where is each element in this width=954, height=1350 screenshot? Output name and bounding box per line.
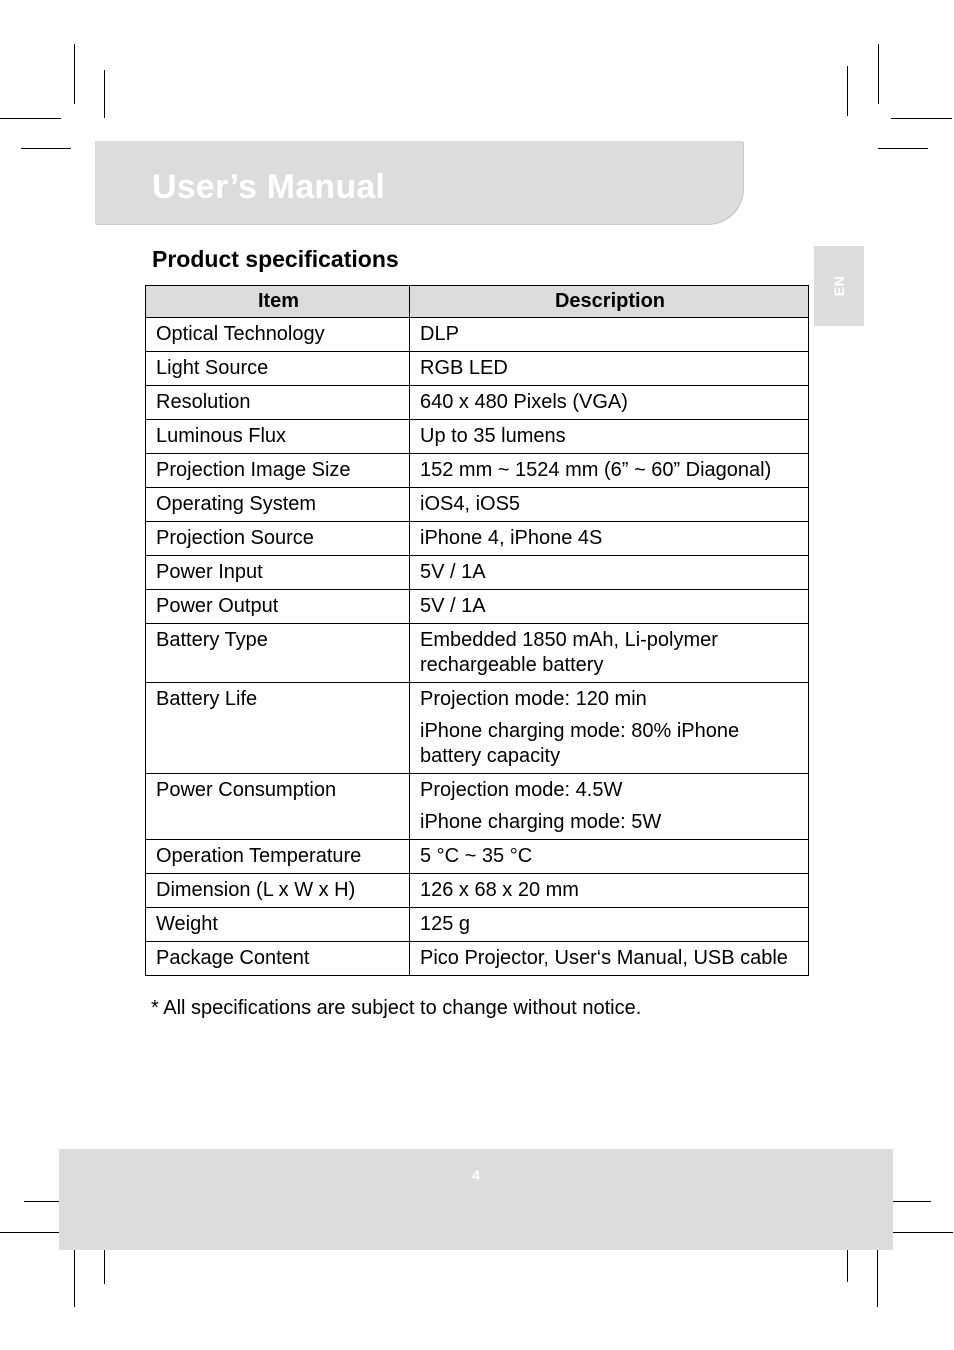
description-text: 5 °C ~ 35 °C (420, 845, 533, 867)
item-cell: Projection Image Size (146, 454, 410, 488)
header-band (95, 141, 743, 224)
table-row (146, 590, 809, 624)
item-cell: Power Output (146, 590, 410, 624)
crop-mark (0, 118, 61, 119)
description-cell (410, 590, 809, 624)
manual-title: User’s Manual (152, 168, 386, 206)
crop-mark (104, 70, 105, 118)
table-row (146, 454, 809, 488)
description-text: 640 x 480 Pixels (VGA) (420, 391, 628, 413)
table-row (146, 874, 809, 908)
description-text: iPhone charging mode: 80% iPhone battery capacity (420, 720, 740, 767)
description-cell (410, 454, 809, 488)
description-text: Pico Projector, User‘s Manual, USB cable (420, 947, 788, 969)
description-text: Embedded 1850 mAh, Li-polymer rechargeable battery (420, 629, 718, 676)
table-row (146, 318, 809, 352)
description-text: 5V / 1A (420, 561, 486, 583)
crop-mark (877, 1247, 878, 1307)
description-cell (410, 318, 809, 352)
crop-mark (0, 1232, 60, 1233)
description-cell (410, 420, 809, 454)
description-text: 125 g (420, 913, 471, 935)
table-row (146, 840, 809, 874)
table-row (146, 522, 809, 556)
language-label: EN (831, 275, 847, 297)
table-row (146, 556, 809, 590)
item-cell: Dimension (L x W x H) (146, 874, 410, 908)
section-title: Product specifications (152, 246, 399, 272)
item-cell: Projection Source (146, 522, 410, 556)
description-text: iPhone charging mode: 5W (420, 811, 662, 833)
crop-mark (878, 148, 928, 149)
crop-mark (893, 1232, 953, 1233)
crop-mark (891, 118, 952, 119)
table-row (146, 352, 809, 386)
description-cell (410, 386, 809, 420)
language-tab (814, 246, 864, 326)
specifications-table (145, 285, 809, 976)
table-row (146, 624, 809, 683)
item-cell: Battery Type (146, 624, 410, 683)
description-cell (410, 352, 809, 386)
description-cell (410, 624, 809, 683)
item-cell: Power Input (146, 556, 410, 590)
item-cell: Resolution (146, 386, 410, 420)
item-cell: Package Content (146, 942, 410, 976)
table-row (146, 942, 809, 976)
description-text: DLP (420, 323, 459, 345)
description-cell (410, 683, 809, 774)
column-header-description: Description (410, 286, 809, 318)
table-row (146, 774, 809, 840)
description-cell (410, 522, 809, 556)
table-header-row (146, 286, 809, 318)
crop-mark (74, 44, 75, 104)
item-cell: Power Consumption (146, 774, 410, 840)
description-cell (410, 556, 809, 590)
item-cell: Operating System (146, 488, 410, 522)
description-cell (410, 488, 809, 522)
item-cell: Luminous Flux (146, 420, 410, 454)
description-cell (410, 908, 809, 942)
description-text: 5V / 1A (420, 595, 486, 617)
description-cell (410, 840, 809, 874)
description-cell (410, 874, 809, 908)
table-row (146, 386, 809, 420)
crop-mark (847, 66, 848, 116)
description-cell (410, 774, 809, 840)
description-text: iPhone 4, iPhone 4S (420, 527, 603, 549)
description-text: Projection mode: 120 min (420, 688, 647, 710)
table-row (146, 488, 809, 522)
description-text: 152 mm ~ 1524 mm (6” ~ 60” Diagonal) (420, 459, 772, 481)
item-cell: Optical Technology (146, 318, 410, 352)
description-text: iOS4, iOS5 (420, 493, 521, 515)
table-row (146, 420, 809, 454)
page-number: 4 (472, 1167, 480, 1183)
column-header-item: Item (146, 286, 410, 318)
item-cell: Operation Temperature (146, 840, 410, 874)
crop-mark (74, 1247, 75, 1307)
crop-mark (878, 44, 879, 104)
table-row (146, 683, 809, 774)
description-text: 126 x 68 x 20 mm (420, 879, 579, 901)
description-text: Up to 35 lumens (420, 425, 566, 447)
description-text: RGB LED (420, 357, 508, 379)
item-cell: Light Source (146, 352, 410, 386)
crop-mark (21, 148, 71, 149)
table-row (146, 908, 809, 942)
footer-band (59, 1149, 893, 1250)
footnote: * All specifications are subject to change without notice. (151, 997, 642, 1019)
item-cell: Weight (146, 908, 410, 942)
description-text: Projection mode: 4.5W (420, 779, 623, 801)
item-cell: Battery Life (146, 683, 410, 774)
description-cell (410, 942, 809, 976)
